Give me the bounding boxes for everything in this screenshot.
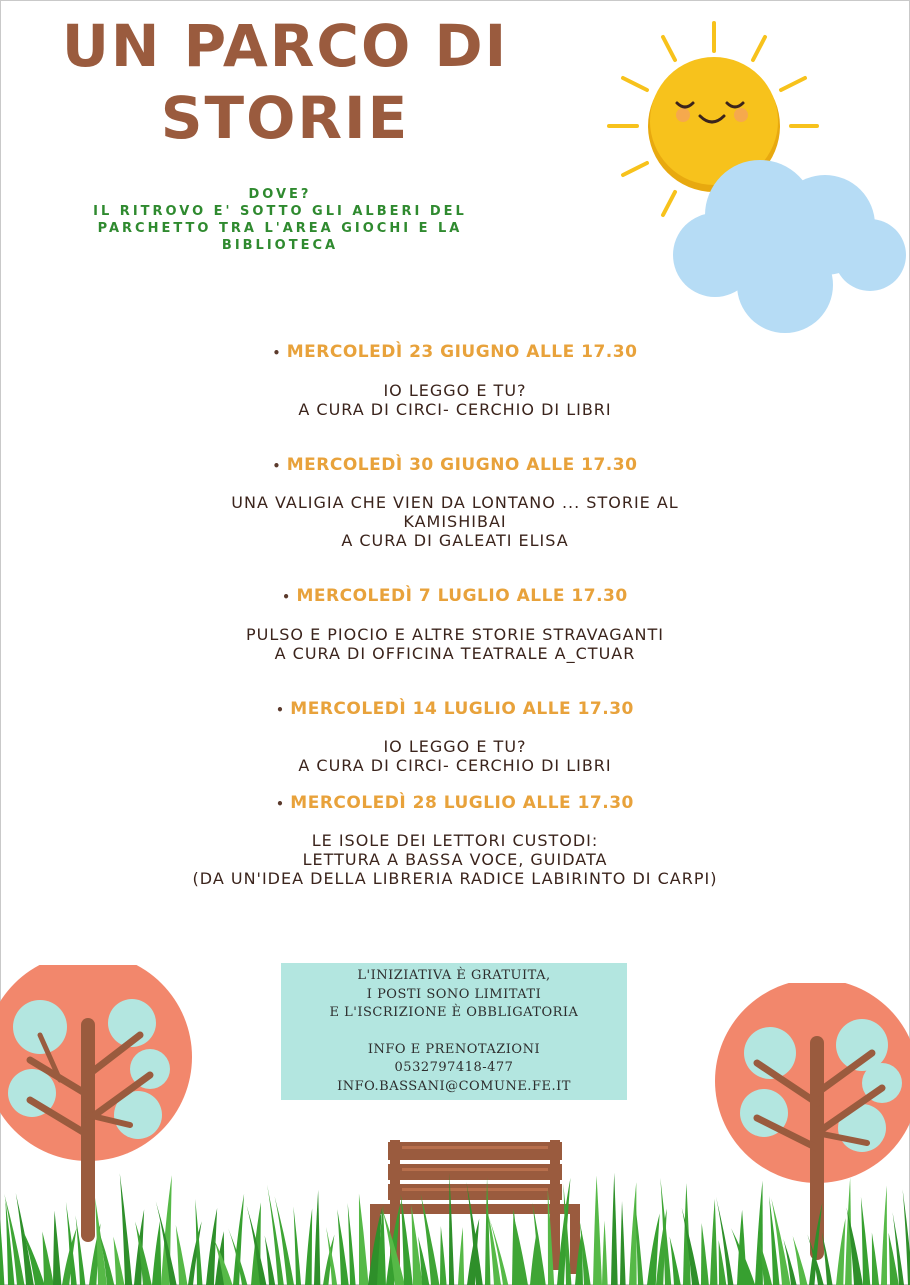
event-desc-2	[0, 493, 910, 550]
info-box	[281, 963, 627, 1100]
grass-blade	[755, 1181, 763, 1285]
location-info	[80, 186, 480, 254]
bullet-icon: •	[282, 590, 291, 604]
grass-blade	[593, 1176, 602, 1285]
grass-blade	[401, 1194, 413, 1285]
grass-blade	[265, 1236, 275, 1285]
event-line: A CURA DI CIRCI- CERCHIO DI LIBRI	[298, 756, 612, 775]
bullet-icon: •	[272, 346, 281, 360]
grass-blade	[293, 1207, 301, 1285]
event-date-text: MERCOLEDÌ 30 GIUGNO ALLE 17.30	[286, 455, 638, 475]
info-email: INFO.BASSANI@COMUNE.FE.IT	[337, 1078, 571, 1094]
grass-blade	[872, 1233, 879, 1285]
event-date-text: MERCOLEDÌ 23 GIUGNO ALLE 17.30	[286, 342, 638, 362]
event-line: (DA UN'IDEA DELLA LIBRERIA RADICE LABIRINTO DI CARPI)	[192, 869, 718, 888]
event-line: A CURA DI GALEATI ELISA	[341, 531, 569, 550]
grass-blade	[206, 1208, 217, 1285]
info-line-2: I POSTI SONO LIMITATI	[366, 986, 542, 1002]
grass-blade	[620, 1201, 626, 1285]
page-title	[55, 10, 515, 154]
event-line: IO LEGGO E TU?	[383, 381, 527, 400]
grass-blade	[881, 1185, 887, 1285]
grass-blade	[822, 1232, 833, 1285]
event-date-text: MERCOLEDÌ 14 LUGLIO ALLE 17.30	[290, 699, 634, 719]
event-date-1	[0, 342, 910, 362]
grass-blade	[716, 1197, 733, 1285]
grass-blade	[861, 1197, 870, 1285]
info-line-3: E L'ISCRIZIONE È OBBLIGATORIA	[329, 1005, 579, 1020]
bullet-icon: •	[276, 703, 285, 717]
grass-blade	[0, 1209, 4, 1285]
event-line: PULSO E PIOCIO E ALTRE STORIE STRAVAGANTI	[245, 625, 665, 644]
event-line: LETTURA A BASSA VOCE, GUIDATA	[302, 850, 608, 869]
event-line: A CURA DI CIRCI- CERCHIO DI LIBRI	[298, 400, 612, 419]
title-line-1: UN PARCO DI	[61, 12, 509, 80]
event-line: IO LEGGO E TU?	[383, 737, 527, 756]
bullet-icon: •	[276, 797, 285, 811]
event-date-text: MERCOLEDÌ 28 LUGLIO ALLE 17.30	[290, 793, 634, 813]
grass-blade	[602, 1221, 608, 1285]
grass-blade	[195, 1199, 202, 1285]
grass-blade	[176, 1225, 188, 1285]
event-line: A CURA DI OFFICINA TEATRALE A_CTUAR	[274, 644, 636, 663]
info-spacer	[281, 1023, 627, 1041]
grass-blade	[348, 1203, 356, 1285]
event-date-text: MERCOLEDÌ 7 LUGLIO ALLE 17.30	[296, 586, 628, 606]
grass-blade	[670, 1236, 681, 1285]
grass-blade	[611, 1173, 618, 1285]
event-desc-1	[0, 381, 910, 419]
grass-blade	[629, 1182, 637, 1285]
event-date-4	[0, 699, 910, 719]
grass-blade	[359, 1194, 369, 1285]
title-line-2: STORIE	[160, 84, 410, 152]
event-desc-4	[0, 737, 910, 775]
event-date-2	[0, 455, 910, 475]
event-date-5	[0, 793, 910, 813]
grass-blade	[793, 1236, 808, 1285]
event-line: UNA VALIGIA CHE VIEN DA LONTANO ... STORIE AL	[231, 493, 679, 512]
grass-blade	[458, 1227, 464, 1285]
event-line: LE ISOLE DEI LETTORI CUSTODI:	[311, 831, 599, 850]
grass-blade	[42, 1232, 53, 1285]
grass-blade	[314, 1190, 320, 1285]
grass-blade	[701, 1223, 709, 1285]
cloud-icon	[670, 155, 910, 335]
event-desc-5	[0, 831, 910, 888]
event-desc-3	[0, 625, 910, 663]
grass-blade	[710, 1199, 717, 1285]
grass-blade	[903, 1189, 910, 1285]
location-line-1: IL RITROVO E' SOTTO GLI ALBERI DEL	[93, 204, 467, 219]
location-line-2: PARCHETTO TRA L'AREA GIOCHI E LA	[97, 221, 463, 236]
grass-blade	[449, 1173, 454, 1285]
event-line: KAMISHIBAI	[403, 512, 507, 531]
info-phone: 0532797418-477	[394, 1060, 514, 1075]
grass-blade	[440, 1226, 447, 1285]
grass-blade	[53, 1211, 61, 1285]
event-date-3	[0, 586, 910, 606]
grass-blade	[836, 1218, 846, 1285]
info-line-1: L'INIZIATIVA È GRATUITA,	[357, 968, 551, 983]
grass-blade	[76, 1215, 86, 1285]
grass-icon	[0, 1165, 910, 1285]
grass-blade	[152, 1221, 161, 1285]
grass-blade	[305, 1208, 312, 1285]
grass-blade	[337, 1209, 348, 1285]
location-label: DOVE?	[248, 187, 312, 202]
info-line-4: INFO E PRENOTAZIONI	[367, 1041, 541, 1057]
grass-blade	[113, 1237, 124, 1285]
grass-blade	[120, 1173, 132, 1285]
grass-blade	[548, 1189, 554, 1285]
grass-blade	[411, 1205, 422, 1285]
bullet-icon: •	[272, 459, 281, 473]
location-line-3: BIBLIOTECA	[221, 238, 339, 253]
